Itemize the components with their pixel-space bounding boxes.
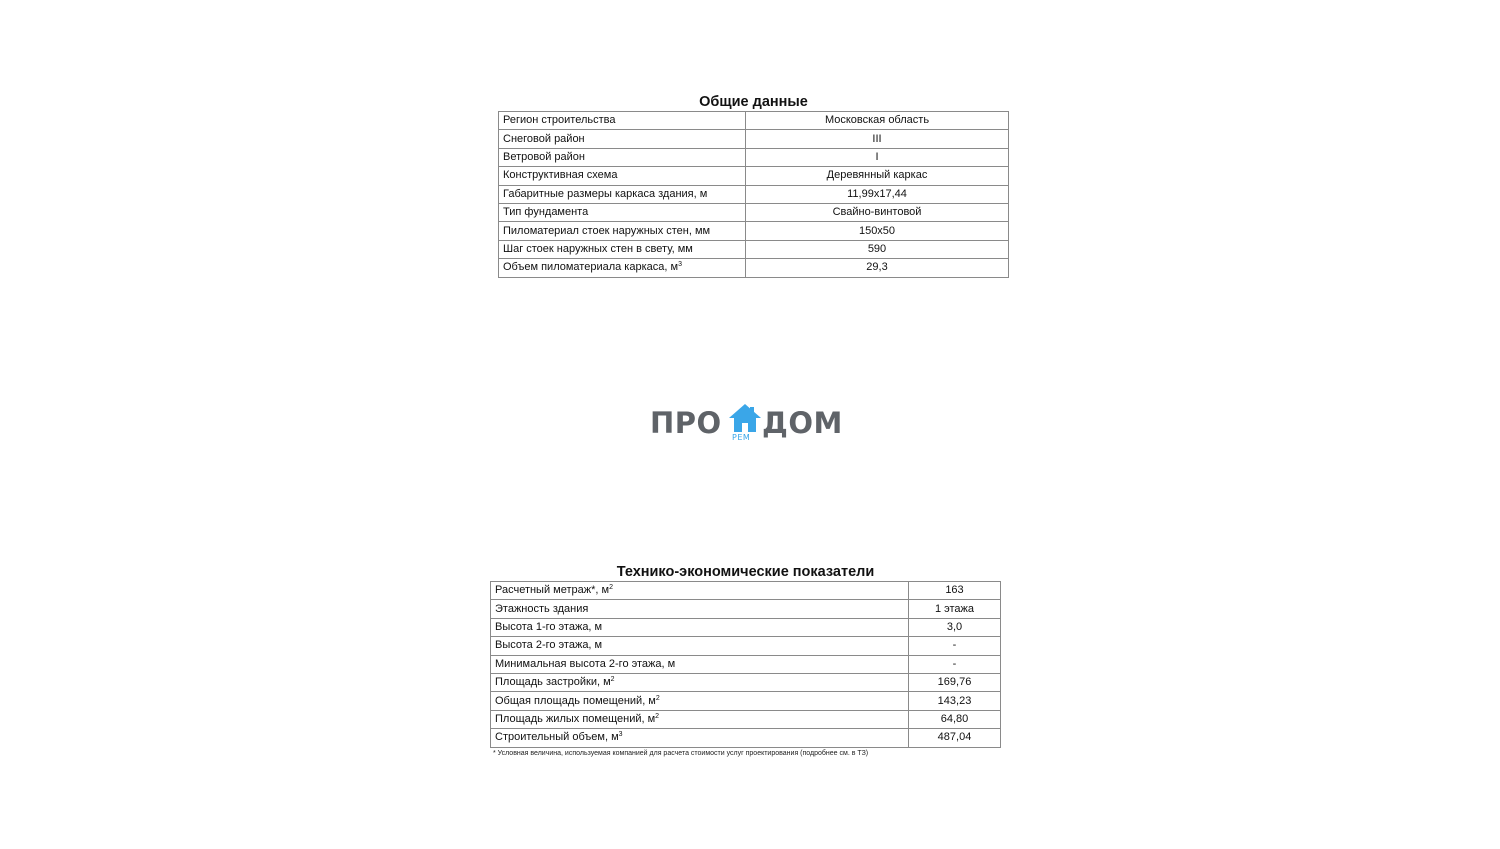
- row-label-text: Регион строительства: [503, 114, 616, 127]
- row-value: 169,76: [909, 673, 1001, 691]
- table-row: [491, 637, 1001, 655]
- table-row: [499, 185, 1009, 203]
- row-value: I: [746, 148, 1009, 166]
- row-label-text: Шаг стоек наружных стен в свету, мм: [503, 242, 693, 255]
- row-label: [499, 203, 746, 221]
- row-label: [499, 240, 746, 258]
- row-label-text: Площадь жилых помещений, м: [495, 712, 656, 725]
- row-label-text: Высота 2-го этажа, м: [495, 639, 603, 652]
- row-value: 590: [746, 240, 1009, 258]
- row-label: [491, 729, 909, 747]
- tep-footnote: * Условная величина, используемая компанией для расчета стоимости услуг проектирования (подробнее см. в ТЗ): [493, 749, 869, 757]
- tep-table: [490, 581, 1001, 748]
- house-icon: [728, 403, 762, 433]
- row-value: 150x50: [746, 222, 1009, 240]
- row-value: Деревянный каркас: [746, 167, 1009, 185]
- row-label: [499, 185, 746, 203]
- row-value: 3,0: [909, 618, 1001, 636]
- general-data-table: [498, 111, 1009, 278]
- table-row: [491, 582, 1001, 600]
- prodom-logo: [648, 402, 852, 448]
- table-row: [499, 112, 1009, 130]
- table-row: [499, 167, 1009, 185]
- general-data-section: [498, 93, 1009, 278]
- row-value: 163: [909, 582, 1001, 600]
- row-value: Свайно-винтовой: [746, 203, 1009, 221]
- row-label: [491, 655, 909, 673]
- row-value: Московская область: [746, 112, 1009, 130]
- row-label: [491, 600, 909, 618]
- row-label-text: Площадь застройки, м: [495, 676, 611, 689]
- row-label-text: Габаритные размеры каркаса здания, м: [503, 187, 708, 200]
- tep-title: Технико-экономические показатели: [616, 564, 875, 580]
- row-label: [491, 692, 909, 710]
- table-row: [491, 600, 1001, 618]
- row-value: 143,23: [909, 692, 1001, 710]
- row-label: [491, 710, 909, 728]
- row-label: [499, 259, 746, 277]
- table-row: [491, 618, 1001, 636]
- tep-section: [490, 563, 1001, 759]
- logo-word-left: ПРО: [650, 406, 722, 440]
- unit-superscript: 3: [618, 731, 623, 739]
- row-label-text: Конструктивная схема: [503, 169, 618, 182]
- logo-word-right: ДОМ: [762, 406, 843, 440]
- row-label: [499, 148, 746, 166]
- row-label-text: Тип фундамента: [503, 206, 589, 219]
- table-row: [491, 673, 1001, 691]
- table-row: [499, 148, 1009, 166]
- row-label: [491, 637, 909, 655]
- logo-sub-text: РЕМ: [732, 433, 751, 442]
- unit-superscript: 3: [678, 261, 682, 269]
- table-row: [499, 240, 1009, 258]
- general-data-title: Общие данные: [699, 94, 808, 110]
- unit-superscript: 2: [610, 676, 615, 684]
- row-label: [499, 130, 746, 148]
- row-label: [491, 673, 909, 691]
- row-label: [499, 167, 746, 185]
- row-label-text: Минимальная высота 2-го этажа, м: [495, 657, 676, 670]
- row-value: 487,04: [909, 729, 1001, 747]
- table-row: [491, 692, 1001, 710]
- row-label: [499, 222, 746, 240]
- row-value: 64,80: [909, 710, 1001, 728]
- unit-superscript: 2: [655, 712, 660, 720]
- row-value: -: [909, 655, 1001, 673]
- table-row: [499, 259, 1009, 277]
- unit-superscript: 2: [609, 584, 613, 592]
- table-row: [491, 729, 1001, 747]
- row-label-text: Этажность здания: [495, 602, 589, 615]
- row-value: 1 этажа: [909, 600, 1001, 618]
- row-value: -: [909, 637, 1001, 655]
- row-label-text: Строительный объем, м: [495, 731, 619, 744]
- row-value: III: [746, 130, 1009, 148]
- row-value: 29,3: [746, 259, 1009, 277]
- row-label-text: Снеговой район: [503, 132, 585, 145]
- row-label-text: Пиломатериал стоек наружных стен, мм: [503, 224, 711, 237]
- table-row: [491, 710, 1001, 728]
- table-row: [499, 222, 1009, 240]
- row-label: [491, 618, 909, 636]
- row-label-text: Высота 1-го этажа, м: [495, 620, 603, 633]
- table-row: [499, 130, 1009, 148]
- row-label-text: Объем пиломатериала каркаса, м: [503, 261, 679, 274]
- unit-superscript: 2: [655, 694, 660, 702]
- row-label: [499, 112, 746, 130]
- table-row: [499, 203, 1009, 221]
- row-value: 11,99x17,44: [746, 185, 1009, 203]
- row-label-text: Расчетный метраж*, м: [495, 584, 610, 597]
- table-row: [491, 655, 1001, 673]
- row-label: [491, 582, 909, 600]
- row-label-text: Общая площадь помещений, м: [495, 694, 656, 707]
- row-label-text: Ветровой район: [503, 150, 585, 163]
